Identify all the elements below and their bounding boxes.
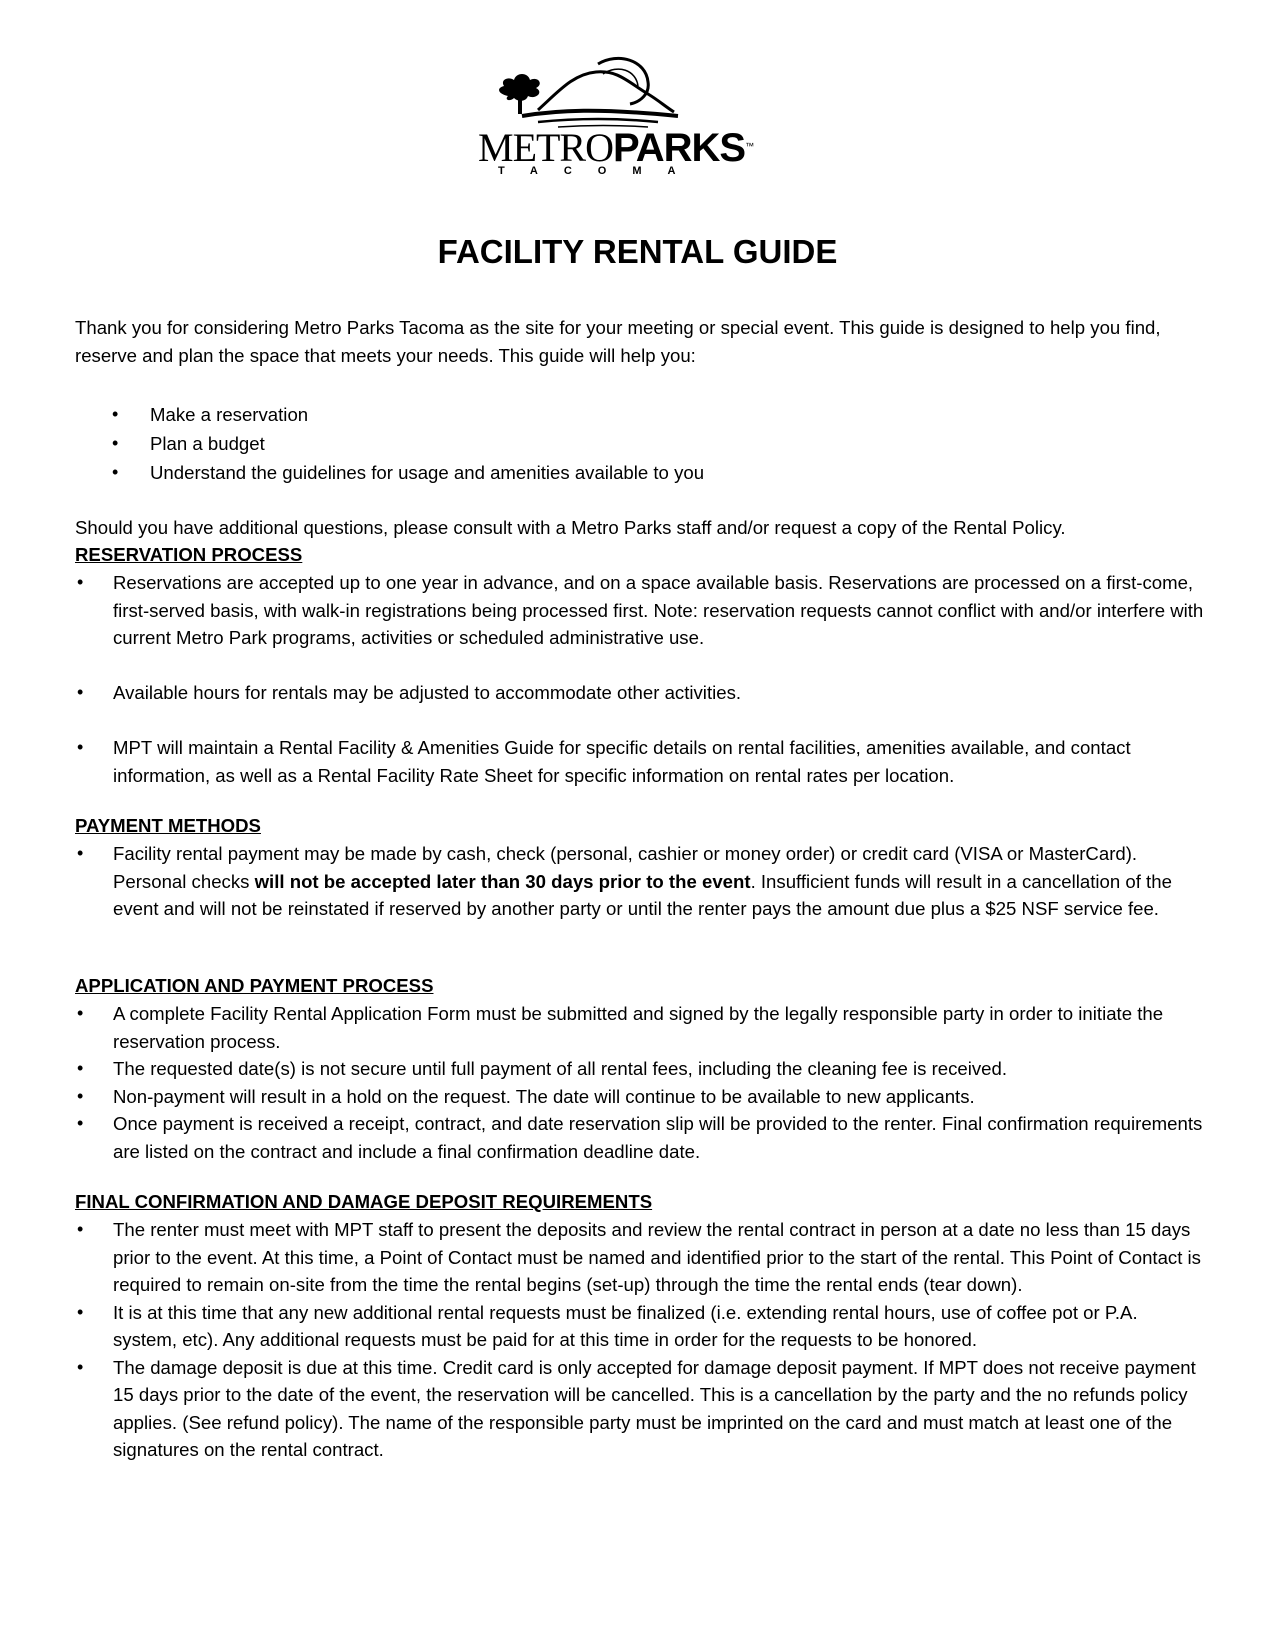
list-item-text: Understand the guidelines for usage and amenities available to you	[150, 462, 705, 483]
bullet-icon: •	[77, 1219, 84, 1239]
logo-word-parks: PARKS	[613, 126, 746, 170]
list-item-text	[113, 843, 1172, 919]
metro-parks-logo	[478, 52, 798, 182]
list-item	[75, 569, 1205, 652]
bullet-icon: •	[77, 1058, 84, 1078]
payment-list	[75, 840, 1205, 923]
reservation-list	[75, 569, 1205, 789]
bullet-icon: •	[77, 1003, 84, 1023]
bullet-icon: •	[77, 572, 84, 592]
payment-emphasis: will not be accepted later than 30 days prior to the event	[254, 870, 751, 892]
list-item-text: A complete Facility Rental Application Form must be submitted and signed by the legally responsible party in order to initiate the reservation process.	[113, 1003, 1164, 1052]
list-item	[112, 429, 1112, 458]
intro-paragraph: Thank you for considering Metro Parks Tacoma as the site for your meeting or special event. This guide is designed to help you find, reserve and plan the space that meets your needs. This guide will help you:	[75, 317, 1161, 366]
bullet-icon: •	[77, 1356, 84, 1377]
list-item	[75, 1110, 1205, 1165]
list-item	[75, 679, 1205, 707]
section-heading-final: FINAL CONFIRMATION AND DAMAGE DEPOSIT REQUIREMENTS	[75, 1191, 653, 1212]
list-item	[112, 400, 1112, 429]
bullet-icon: •	[77, 737, 84, 757]
list-item-text: Non-payment will result in a hold on the request. The date will continue to be available to new applicants.	[113, 1085, 975, 1107]
list-item-text: The renter must meet with MPT staff to present the deposits and review the rental contract in person at a date no less than 15 days prior to the event. At this time, a Point of Contact must be named and identified prior to the start of the rental. This Point of Contact is required to remain on-site from the time the rental begins (set-up) through the time the rental ends (tear down).	[113, 1219, 1201, 1295]
bullet-icon: •	[77, 1113, 84, 1133]
list-item	[75, 1055, 1205, 1083]
logo-word-metro: METRO	[478, 125, 613, 170]
list-item	[75, 840, 1205, 923]
logo-wordmark	[478, 126, 798, 170]
section-heading-reservation: RESERVATION PROCESS	[75, 544, 303, 565]
bullet-icon: •	[112, 433, 119, 453]
closing-paragraph: Should you have additional questions, please consult with a Metro Parks staff and/or request a copy of the Rental Policy.	[75, 517, 1066, 538]
list-item-text: Once payment is received a receipt, contract, and date reservation slip will be provided to the renter. Final confirmation requirements are listed on the contract and include a final confirmation deadline date.	[113, 1113, 1203, 1162]
list-item-text: Reservations are accepted up to one year in advance, and on a space available basis. Reservations are processed on a first-come, first-served basis, with walk-in registrations being processed first. Note: reservation requests cannot conflict with and/or interfere with current Metro Park programs, activities or scheduled administrative use.	[113, 572, 1204, 648]
list-item	[75, 1083, 1205, 1111]
list-item-text: It is at this time that any new additional rental requests must be finalized (i.e. extending rental hours, use of coffee pot or P.A. system, etc). Any additional requests must be paid for at this time in order for the requests to be honored.	[113, 1301, 1138, 1350]
list-item	[75, 1000, 1205, 1055]
intro-list	[112, 400, 1112, 487]
list-item	[75, 734, 1205, 789]
bullet-icon: •	[77, 843, 84, 863]
section-heading-application: APPLICATION AND PAYMENT PROCESS	[75, 975, 434, 996]
section-heading-payment: PAYMENT METHODS	[75, 815, 261, 836]
list-item-text: The requested date(s) is not secure until full payment of all rental fees, including the cleaning fee is received.	[113, 1058, 1008, 1079]
list-item-text: Plan a budget	[150, 433, 265, 454]
list-item	[75, 1354, 1205, 1464]
list-item-text: The damage deposit is due at this time. Credit card is only accepted for damage deposit payment. If MPT does not receive payment 15 days prior to the date of the event, the reservation will be cancelled. This is a cancellation by the party and the no refunds policy applies. (See refund policy). The name of the responsible party must be imprinted on the card and must match at least one of the signatures on the rental contract.	[113, 1356, 1196, 1460]
application-list	[75, 1000, 1205, 1165]
list-item	[75, 1216, 1205, 1299]
logo-mark-icon	[478, 52, 798, 132]
list-item-text: MPT will maintain a Rental Facility & Amenities Guide for specific details on rental facilities, amenities available, and contact information, as well as a Rental Facility Rate Sheet for specific information on rental rates per location.	[113, 737, 1131, 786]
payment-text-part1: Facility rental payment may be made by cash, check (personal, cashier or money order) or credit card (VISA or MasterCard). Personal checks	[113, 843, 1138, 892]
bullet-icon: •	[112, 404, 119, 424]
logo-trademark: ™	[745, 141, 754, 151]
logo-city: TACOMA	[498, 165, 702, 177]
page-title: FACILITY RENTAL GUIDE	[437, 233, 838, 270]
bullet-icon: •	[112, 462, 119, 482]
list-item-text: Make a reservation	[150, 404, 309, 425]
bullet-icon: •	[77, 682, 84, 702]
list-item	[75, 1299, 1205, 1354]
bullet-icon: •	[77, 1301, 84, 1322]
bullet-icon: •	[77, 1085, 84, 1106]
list-item-text: Available hours for rentals may be adjusted to accommodate other activities.	[113, 682, 742, 703]
list-item	[112, 458, 1112, 487]
final-list	[75, 1216, 1205, 1464]
payment-text-part2: . Insufficient funds will result in a cancellation of the event and will not be reinstated if reserved by another party or until the renter pays the amount due plus a $25 NSF service fee.	[113, 870, 1172, 919]
